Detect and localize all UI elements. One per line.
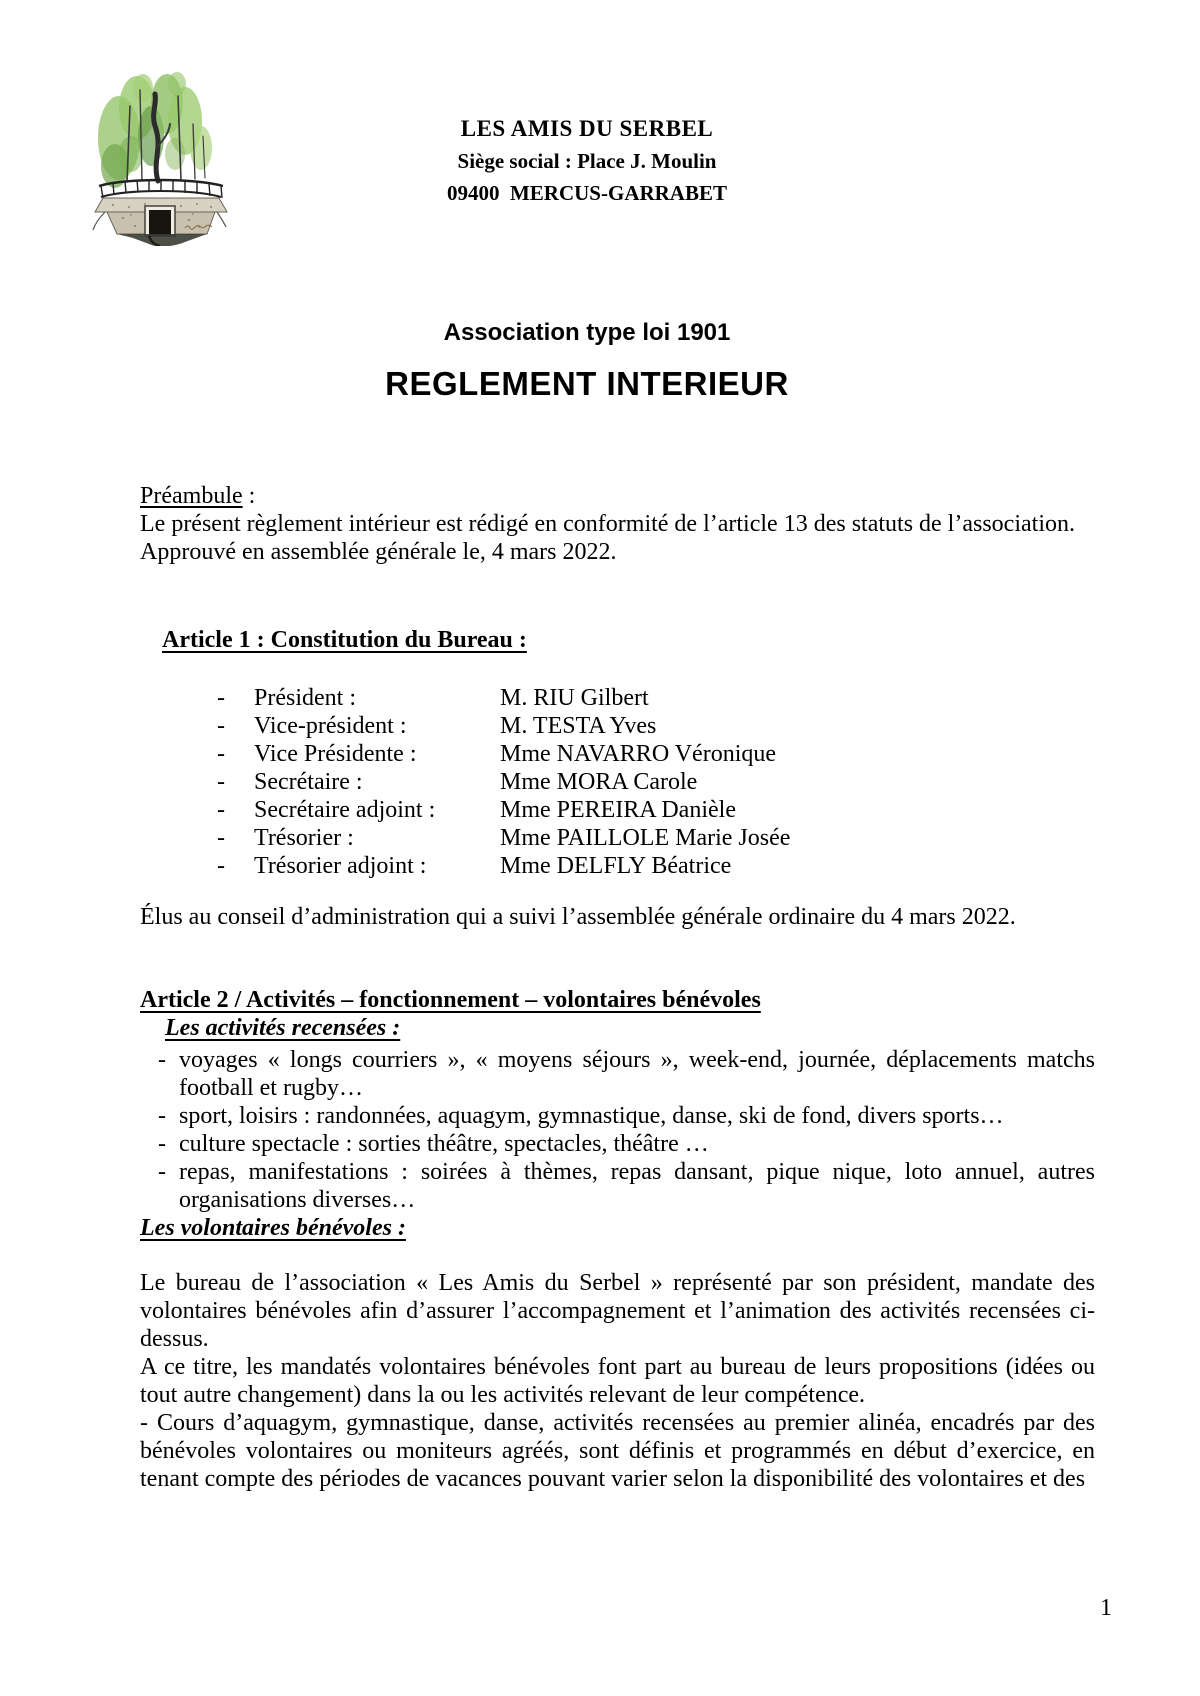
activities-heading-line bbox=[140, 1014, 1095, 1042]
article1-footnote: Élus au conseil d’administration qui a suivi l’assemblée générale ordinaire du 4 mars 2022. bbox=[140, 904, 1016, 930]
page-number: 1 bbox=[1100, 1595, 1112, 1621]
activity-item: - voyages « longs courriers », « moyens séjours », week-end, journée, déplacements matchs football et rugby… bbox=[140, 1046, 1095, 1102]
document-body bbox=[140, 482, 1095, 1493]
dash-bullet: - bbox=[217, 769, 225, 795]
dash-bullet: - bbox=[217, 853, 225, 879]
dash-bullet: - bbox=[158, 1103, 166, 1129]
bureau-row-tresorier: - Trésorier : Mme PAILLOLE Marie Josée bbox=[217, 825, 791, 851]
volunteers-paragraphs bbox=[140, 1269, 1095, 1493]
activities-list bbox=[140, 1046, 1095, 1214]
activity-item: - repas, manifestations : soirées à thèmes, repas dansant, pique nique, loto annuel, autres organisations diverses… bbox=[140, 1158, 1095, 1214]
letterhead bbox=[0, 113, 1174, 209]
activity-item: - sport, loisirs : randonnées, aquagym, gymnastique, danse, ski de fond, divers sports… bbox=[140, 1102, 1095, 1130]
article1-heading: Article 1 : Constitution du Bureau : bbox=[162, 627, 527, 653]
dash-bullet: - bbox=[217, 685, 225, 711]
bureau-row-vice-president: - Vice-président : M. TESTA Yves bbox=[217, 713, 657, 739]
dash-bullet: - bbox=[217, 741, 225, 767]
preamble-label-line bbox=[140, 482, 1095, 510]
bureau-row-secretaire: - Secrétaire : Mme MORA Carole bbox=[217, 769, 698, 795]
volunteers-heading: Les volontaires bénévoles : bbox=[140, 1215, 406, 1241]
org-address-line1: Siège social : Place J. Moulin bbox=[457, 149, 717, 173]
org-address-line2: 09400 MERCUS-GARRABET bbox=[446, 181, 727, 205]
dash-bullet: - bbox=[158, 1047, 166, 1073]
paragraph: A ce titre, les mandatés volontaires bénévoles font part au bureau de leurs propositions (idées ou tout autre changement) dans la ou les activités relevant de leur compétence. bbox=[140, 1354, 1095, 1408]
preamble-colon: : bbox=[242, 483, 256, 509]
association-type-subtitle: Association type loi 1901 bbox=[443, 319, 731, 346]
dash-bullet: - bbox=[217, 713, 225, 739]
dash-bullet: - bbox=[158, 1131, 166, 1157]
article2-heading: Article 2 / Activités – fonctionnement – volontaires bénévoles bbox=[140, 987, 761, 1013]
document-title: REGLEMENT INTERIEUR bbox=[385, 365, 789, 402]
paragraph: Le bureau de l’association « Les Amis du Serbel » représenté par son président, mandate des volontaires bénévoles afin d’assurer l’accompagnement et l’animation des activités recensées ci-dessus. bbox=[140, 1270, 1095, 1352]
org-name: LES AMIS DU SERBEL bbox=[460, 116, 714, 141]
bureau-row-secretaire-adjoint: - Secrétaire adjoint : Mme PEREIRA Danièle bbox=[217, 797, 736, 823]
activities-heading: Les activités recensées : bbox=[165, 1015, 401, 1041]
paragraph: - Cours d’aquagym, gymnastique, danse, activités recensées au premier alinéa, encadrés par des bénévoles volontaires ou moniteurs agréés, sont définis et programmés en début d’exercice, en tenant compte des périodes de vacances pouvant varier selon la disponibilité des volontaires et des bbox=[140, 1410, 1095, 1492]
preamble-line-1: Le présent règlement intérieur est rédigé en conformité de l’article 13 des statuts de l’association. bbox=[140, 511, 1075, 537]
preamble-label: Préambule bbox=[140, 483, 243, 509]
bureau-row-tresorier-adjoint: - Trésorier adjoint : Mme DELFLY Béatrice bbox=[217, 853, 732, 879]
dash-bullet: - bbox=[158, 1159, 166, 1185]
dash-bullet: - bbox=[217, 797, 225, 823]
activity-item: - culture spectacle : sorties théâtre, spectacles, théâtre … bbox=[140, 1130, 1095, 1158]
volunteers-heading-line bbox=[140, 1214, 1095, 1242]
bureau-member-list bbox=[140, 684, 1095, 880]
dash-bullet: - bbox=[217, 825, 225, 851]
preamble-line-2: Approuvé en assemblée générale le, 4 mars 2022. bbox=[140, 539, 617, 565]
bureau-row-vice-presidente: - Vice Présidente : Mme NAVARRO Véronique bbox=[217, 741, 777, 767]
bureau-row-president: - Président : M. RIU Gilbert bbox=[217, 685, 649, 711]
